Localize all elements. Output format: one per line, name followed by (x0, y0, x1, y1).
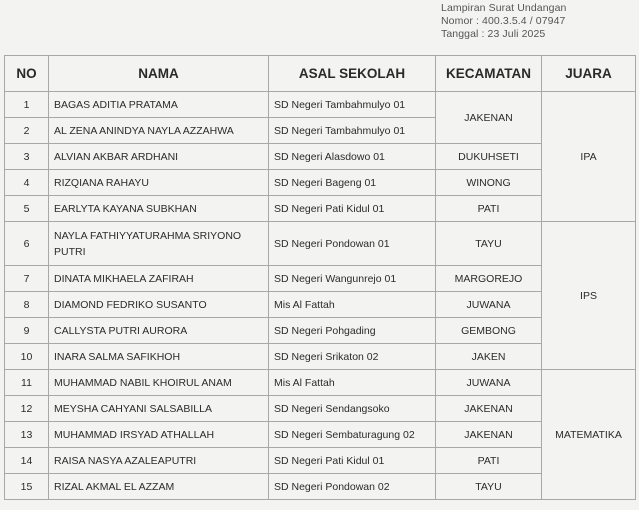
cell-juara: IPS (542, 222, 636, 370)
cell-nama: CALLYSTA PUTRI AURORA (49, 318, 269, 344)
table-row (5, 292, 636, 318)
cell-nama: RAISA NASYA AZALEAPUTRI (49, 448, 269, 474)
cell-kecamatan: JAKENAN (436, 396, 542, 422)
table-row (5, 318, 636, 344)
header-title: Lampiran Surat Undangan (441, 2, 567, 14)
table-row (5, 196, 636, 222)
table-row (5, 448, 636, 474)
cell-kecamatan: PATI (436, 448, 542, 474)
cell-no: 12 (5, 396, 49, 422)
cell-no: 8 (5, 292, 49, 318)
cell-nama: EARLYTA KAYANA SUBKHAN (49, 196, 269, 222)
cell-nama: BAGAS ADITIA PRATAMA (49, 92, 269, 118)
col-header-asal-sekolah: ASAL SEKOLAH (269, 56, 436, 92)
cell-sekolah: SD Negeri Tambahmulyo 01 (269, 92, 436, 118)
cell-sekolah: Mis Al Fattah (269, 370, 436, 396)
cell-sekolah: Mis Al Fattah (269, 292, 436, 318)
cell-sekolah: SD Negeri Alasdowo 01 (269, 144, 436, 170)
table-row (5, 170, 636, 196)
table-row (5, 222, 636, 266)
cell-no: 14 (5, 448, 49, 474)
cell-juara: MATEMATIKA (542, 370, 636, 500)
cell-no: 9 (5, 318, 49, 344)
cell-sekolah: SD Negeri Sembaturagung 02 (269, 422, 436, 448)
cell-no: 1 (5, 92, 49, 118)
cell-kecamatan: TAYU (436, 474, 542, 500)
table-row (5, 422, 636, 448)
table-header-row (5, 56, 636, 92)
cell-juara: IPA (542, 92, 636, 222)
col-header-juara: JUARA (542, 56, 636, 92)
cell-sekolah: SD Negeri Srikaton 02 (269, 344, 436, 370)
cell-kecamatan: WINONG (436, 170, 542, 196)
cell-kecamatan: GEMBONG (436, 318, 542, 344)
cell-nama: MUHAMMAD NABIL KHOIRUL ANAM (49, 370, 269, 396)
cell-sekolah: SD Negeri Tambahmulyo 01 (269, 118, 436, 144)
cell-no: 6 (5, 222, 49, 266)
cell-nama: AL ZENA ANINDYA NAYLA AZZAHWA (49, 118, 269, 144)
cell-no: 4 (5, 170, 49, 196)
cell-kecamatan: JUWANA (436, 370, 542, 396)
col-header-nama: NAMA (49, 56, 269, 92)
cell-sekolah: SD Negeri Bageng 01 (269, 170, 436, 196)
table-row (5, 266, 636, 292)
cell-nama (49, 222, 269, 266)
table-row (5, 92, 636, 118)
cell-sekolah: SD Negeri Pohgading (269, 318, 436, 344)
cell-sekolah: SD Negeri Pati Kidul 01 (269, 448, 436, 474)
cell-kecamatan: JAKENAN (436, 92, 542, 144)
cell-kecamatan: MARGOREJO (436, 266, 542, 292)
cell-no: 15 (5, 474, 49, 500)
table-row (5, 344, 636, 370)
cell-nama: DIAMOND FEDRIKO SUSANTO (49, 292, 269, 318)
cell-no: 5 (5, 196, 49, 222)
cell-no: 11 (5, 370, 49, 396)
cell-kecamatan: DUKUHSETI (436, 144, 542, 170)
col-header-no: NO (5, 56, 49, 92)
cell-nama: DINATA MIKHAELA ZAFIRAH (49, 266, 269, 292)
col-header-kecamatan: KECAMATAN (436, 56, 542, 92)
table-row (5, 144, 636, 170)
cell-kecamatan: JUWANA (436, 292, 542, 318)
cell-no: 3 (5, 144, 49, 170)
cell-sekolah: SD Negeri Sendangsoko (269, 396, 436, 422)
table-row (5, 474, 636, 500)
cell-kecamatan: PATI (436, 196, 542, 222)
cell-nama: ALVIAN AKBAR ARDHANI (49, 144, 269, 170)
cell-sekolah: SD Negeri Pondowan 01 (269, 222, 436, 266)
cell-nama: RIZQIANA RAHAYU (49, 170, 269, 196)
header-date: Tanggal : 23 Juli 2025 (441, 28, 546, 40)
table-row (5, 370, 636, 396)
cell-no: 13 (5, 422, 49, 448)
participants-table (4, 55, 636, 500)
header-number: Nomor : 400.3.5.4 / 07947 (441, 15, 566, 27)
cell-no: 7 (5, 266, 49, 292)
cell-nama: RIZAL AKMAL EL AZZAM (49, 474, 269, 500)
table-row (5, 396, 636, 422)
cell-nama: MEYSHA CAHYANI SALSABILLA (49, 396, 269, 422)
attachment-header (441, 2, 566, 41)
cell-sekolah: SD Negeri Pondowan 02 (269, 474, 436, 500)
cell-kecamatan: JAKEN (436, 344, 542, 370)
cell-sekolah: SD Negeri Wangunrejo 01 (269, 266, 436, 292)
cell-no: 10 (5, 344, 49, 370)
cell-nama: INARA SALMA SAFIKHOH (49, 344, 269, 370)
cell-nama-text: NAYLA FATHIYYATURAHMA SRIYONO PUTRI (54, 229, 242, 258)
cell-kecamatan: TAYU (436, 222, 542, 266)
cell-sekolah: SD Negeri Pati Kidul 01 (269, 196, 436, 222)
cell-nama: MUHAMMAD IRSYAD ATHALLAH (49, 422, 269, 448)
cell-kecamatan: JAKENAN (436, 422, 542, 448)
cell-no: 2 (5, 118, 49, 144)
